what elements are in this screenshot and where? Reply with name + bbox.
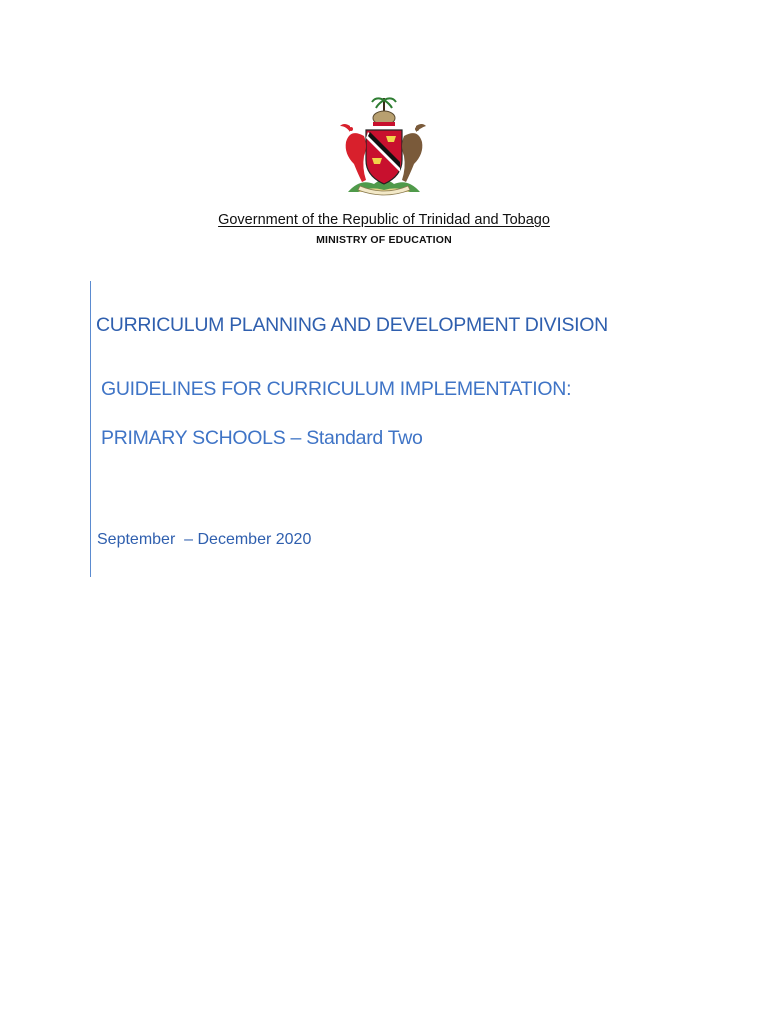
government-title: Government of the Republic of Trinidad and Tobago bbox=[218, 212, 550, 228]
period-dates: September – December 2020 bbox=[97, 531, 312, 548]
guidelines-heading: GUIDELINES FOR CURRICULUM IMPLEMENTATION: bbox=[101, 378, 572, 400]
left-vertical-rule bbox=[90, 281, 91, 577]
division-heading: CURRICULUM PLANNING AND DEVELOPMENT DIVISION bbox=[96, 314, 608, 336]
school-level-heading: PRIMARY SCHOOLS – Standard Two bbox=[101, 427, 423, 449]
coat-of-arms-icon bbox=[330, 92, 438, 200]
ministry-name: MINISTRY OF EDUCATION bbox=[316, 234, 452, 246]
